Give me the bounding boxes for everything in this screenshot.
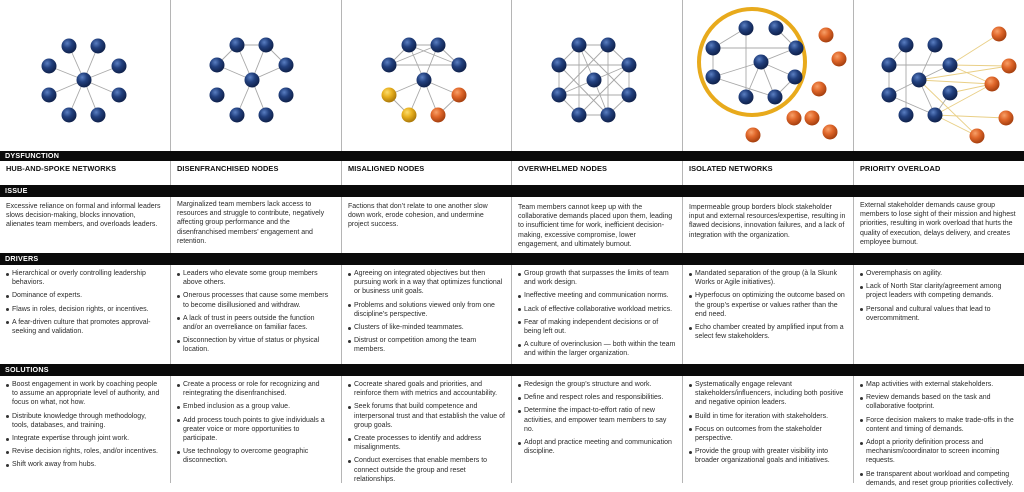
solutions-list <box>512 380 682 460</box>
drivers-list <box>0 269 170 340</box>
section-header-solutions: SOLUTIONS <box>0 364 1024 376</box>
driver-item: Hyperfocus on optimizing the outcome based on the group’s expertise or values rather than the end need. <box>689 291 847 319</box>
solution-item: Systematically engage relevant stakeholders/influencers, including both positive and negative opinion leaders. <box>689 380 847 408</box>
solutions-list <box>683 380 853 470</box>
driver-item: Fear of making independent decisions or of being left out. <box>518 318 676 336</box>
driver-item: A culture of overinclusion — both within the team and within the larger organization. <box>518 340 676 358</box>
dysfunction-title: PRIORITY OVERLOAD <box>860 164 941 173</box>
solution-item: Revise decision rights, roles, and/or incentives. <box>6 447 164 456</box>
solution-item: Be transparent about workload and competing demands, and reset group priorities collectively. <box>860 470 1018 488</box>
drivers-list <box>683 269 853 345</box>
overwhelmed-nodes-diagram <box>512 0 682 150</box>
solution-item: Integrate expertise through joint work. <box>6 434 164 443</box>
driver-item: Onerous processes that cause some members to become disillusioned and withdraw. <box>177 291 335 309</box>
driver-item: Group growth that surpasses the limits of team and work design. <box>518 269 676 287</box>
driver-item: Overemphasis on agility. <box>860 269 1018 278</box>
driver-item: Clusters of like-minded teammates. <box>348 323 505 332</box>
solution-item: Shift work away from hubs. <box>6 460 164 469</box>
dysfunction-title: ISOLATED NETWORKS <box>689 164 773 173</box>
driver-item: Mandated separation of the group (à la Skunk Works or Agile initiatives). <box>689 269 847 287</box>
hub-and-spoke-diagram <box>0 0 170 150</box>
solution-item: Boost engagement in work by coaching people to assume an appropriate level of authority, and focus on what, not how. <box>6 380 164 408</box>
solution-item: Force decision makers to make trade-offs in the content and timing of demands. <box>860 416 1018 434</box>
driver-item: Lack of North Star clarity/agreement among project leaders with competing demands. <box>860 282 1018 300</box>
issue-text: Marginalized team members lack access to resources and struggle to contribute, negatively affecting group performance and the disenfranchised members’ engagement and retention. <box>177 201 325 245</box>
section-header-dysfunction: DYSFUNCTION <box>0 151 1024 161</box>
issue-text: Impermeable group borders block stakeholder input and external resources/expertise, resulting in flawed decisions, innovation failures, and a lack of integration with the organization. <box>689 204 846 239</box>
dysfunction-title: HUB-AND-SPOKE NETWORKS <box>6 164 117 173</box>
priority-overload-diagram <box>854 0 1024 150</box>
solution-item: Seek forums that build competence and interpersonal trust and that establish the value of group goals. <box>348 402 505 430</box>
section-header-drivers: DRIVERS <box>0 253 1024 265</box>
driver-item: A fear-driven culture that promotes approval-seeking and validation. <box>6 318 164 336</box>
driver-item: Echo chamber created by amplified input from a select few stakeholders. <box>689 323 847 341</box>
driver-item: Problems and solutions viewed only from one discipline’s perspective. <box>348 301 505 319</box>
solution-item: Define and respect roles and responsibilities. <box>518 393 676 402</box>
disenfranchised-nodes-diagram <box>171 0 341 150</box>
solution-item: Redesign the group’s structure and work. <box>518 380 676 389</box>
solution-item: Map activities with external stakeholders. <box>860 380 1018 389</box>
issue-text: External stakeholder demands cause group members to lose sight of their mission and highest priorities, resulting in work overload that hurts the quality of execution, delays delivery, and creates employee burnout. <box>860 202 1016 246</box>
solution-item: Use technology to overcome geographic disconnection. <box>177 447 335 465</box>
driver-item: Dominance of experts. <box>6 291 164 300</box>
driver-item: Leaders who elevate some group members above others. <box>177 269 335 287</box>
dysfunction-title: DISENFRANCHISED NODES <box>177 164 279 173</box>
drivers-list <box>171 269 341 359</box>
dysfunction-title: OVERWHELMED NODES <box>518 164 608 173</box>
solutions-list <box>171 380 341 470</box>
drivers-list <box>854 269 1024 327</box>
driver-item: A lack of trust in peers outside the function and/or an overreliance on familiar faces. <box>177 314 335 332</box>
solution-item: Adopt and practice meeting and communication discipline. <box>518 438 676 456</box>
solution-item: Cocreate shared goals and priorities, and reinforce them with metrics and accountability. <box>348 380 505 398</box>
solution-item: Focus on outcomes from the stakeholder perspective. <box>689 425 847 443</box>
driver-item: Ineffective meeting and communication norms. <box>518 291 676 300</box>
issue-text: Team members cannot keep up with the collaborative demands placed upon them, leading to insufficient time for work, inefficient decision-making, excessive compromise, lower engagement, and ultimately burnout. <box>518 204 673 248</box>
driver-item: Lack of effective collaborative workload metrics. <box>518 305 676 314</box>
solution-item: Conduct exercises that enable members to connect outside the group and reset relationships. <box>348 456 505 484</box>
section-header-issue: ISSUE <box>0 185 1024 197</box>
isolated-network-diagram <box>683 0 853 150</box>
misaligned-nodes-diagram <box>342 0 511 150</box>
solution-item: Build in time for iteration with stakeholders. <box>689 412 847 421</box>
solution-item: Review demands based on the task and collaborative footprint. <box>860 393 1018 411</box>
driver-item: Flaws in roles, decision rights, or incentives. <box>6 305 164 314</box>
issue-text: Factions that don’t relate to one another slow down work, erode cohesion, and undermine project success. <box>348 203 488 229</box>
drivers-list <box>512 269 682 363</box>
solutions-list <box>854 380 1024 492</box>
solution-item: Distribute knowledge through methodology, tools, databases, and training. <box>6 412 164 430</box>
issue-text: Excessive reliance on formal and informal leaders slows decision-making, blocks innovation, alienates team members, and overloads leaders. <box>6 203 161 229</box>
drivers-list <box>342 269 511 359</box>
driver-item: Agreeing on integrated objectives but then pursuing work in a way that optimizes functional or business unit goals. <box>348 269 505 297</box>
solution-item: Provide the group with greater visibility into broader organizational goals and initiatives. <box>689 447 847 465</box>
driver-item: Personal and cultural values that lead to overcommitment. <box>860 305 1018 323</box>
driver-item: Distrust or competition among the team members. <box>348 336 505 354</box>
solution-item: Create a process or role for recognizing and reintegrating the disenfranchised. <box>177 380 335 398</box>
solution-item: Embed inclusion as a group value. <box>177 402 335 411</box>
solutions-list <box>0 380 170 474</box>
solutions-list <box>342 380 511 488</box>
solution-item: Determine the impact-to-effort ratio of new activities, and empower team members to say no. <box>518 406 676 434</box>
solution-item: Adopt a priority definition process and mechanism/coordinator to screen incoming requests. <box>860 438 1018 466</box>
solution-item: Add process touch points to give individuals a greater voice or more opportunities to participate. <box>177 416 335 444</box>
driver-item: Hierarchical or overly controlling leadership behaviors. <box>6 269 164 287</box>
dysfunction-title: MISALIGNED NODES <box>348 164 425 173</box>
driver-item: Disconnection by virtue of status or physical location. <box>177 336 335 354</box>
solution-item: Create processes to identify and address misalignments. <box>348 434 505 452</box>
